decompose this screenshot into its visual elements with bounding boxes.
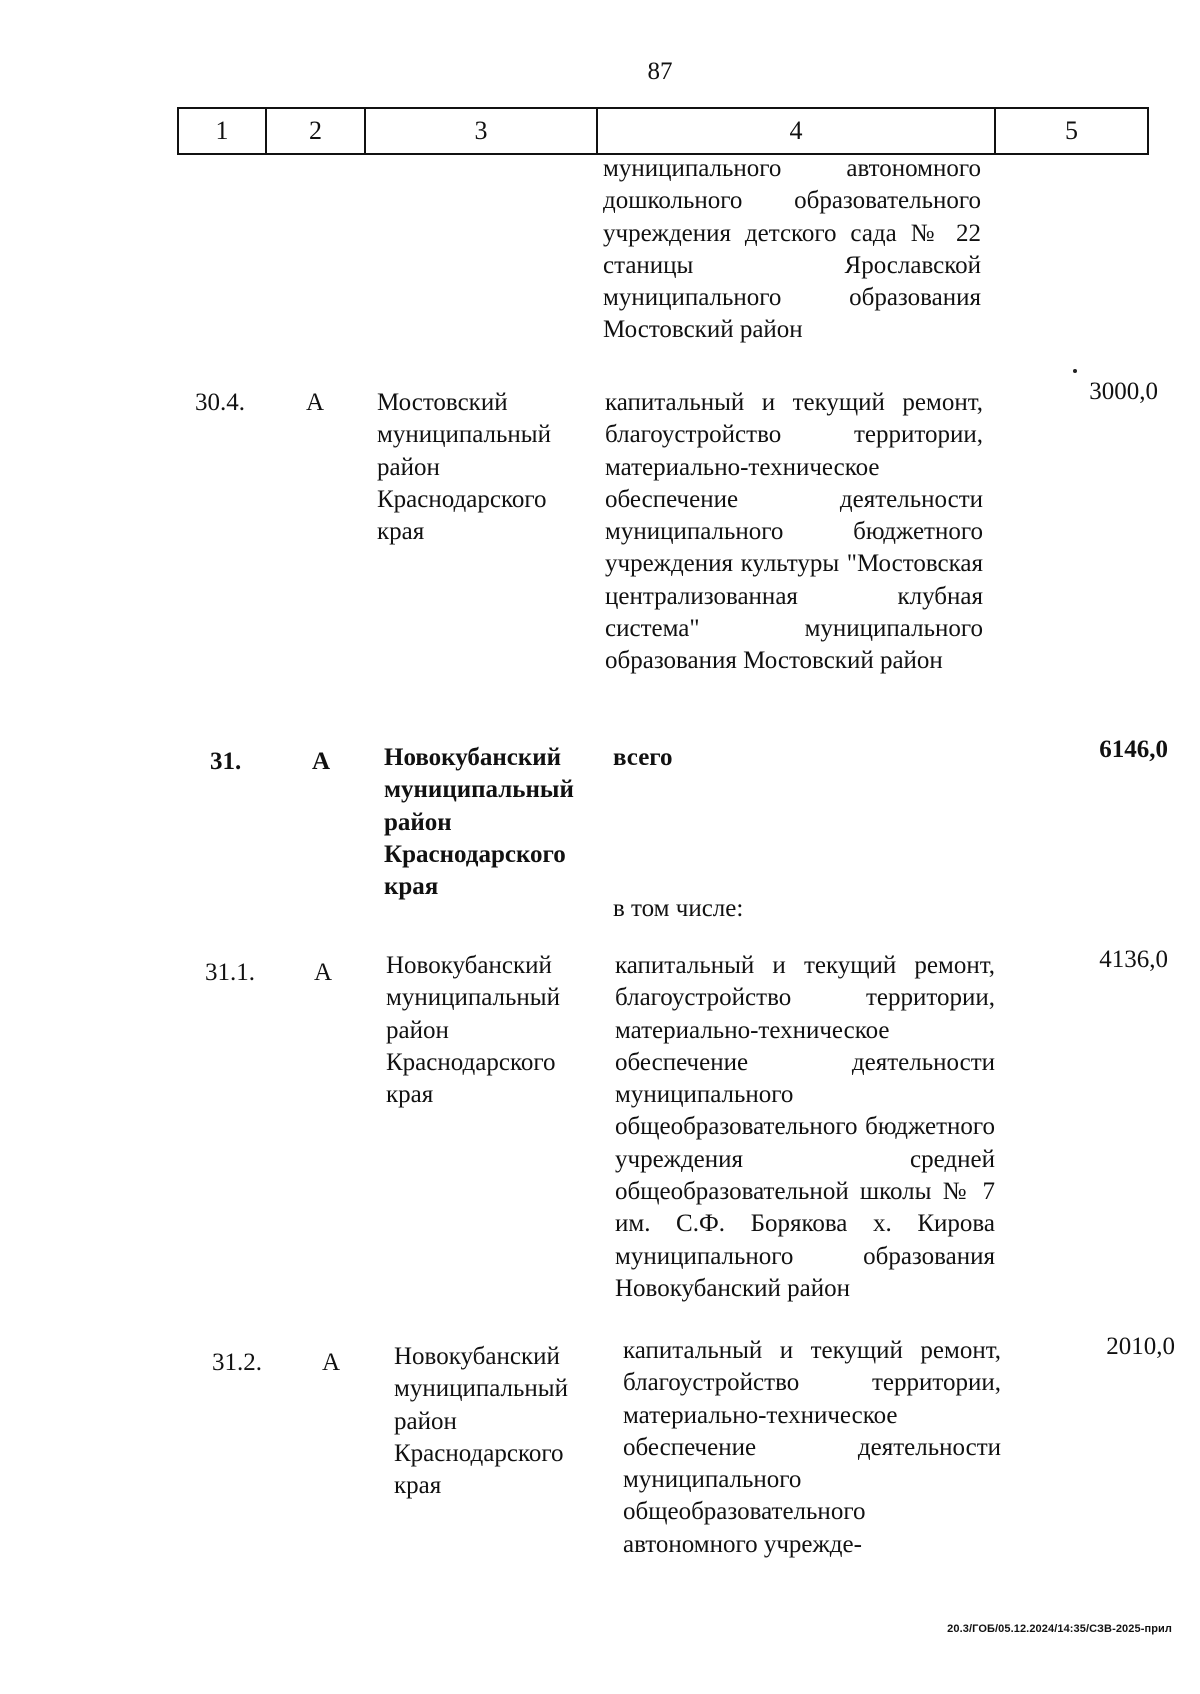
- row-31-1-amount: 4136,0: [1099, 946, 1168, 973]
- row-31-2-group: А: [322, 1349, 341, 1376]
- document-registration-code: 20.3/ГОБ/05.12.2024/14:35/СЗВ-2025-прил: [947, 1623, 1172, 1635]
- column-header-row: [178, 108, 1148, 154]
- row-30-4-number: 30.4.: [195, 389, 245, 416]
- column-header-3: 3: [365, 108, 597, 154]
- row-31-number: 31.: [210, 748, 242, 775]
- row-31-2-municipality: Новокубанский муниципальный район Краснодарского края: [394, 1343, 568, 1500]
- scan-speck: [1073, 369, 1077, 373]
- row-31-1-number: 31.1.: [205, 959, 255, 986]
- row-31-2-number: 31.2.: [212, 1349, 262, 1376]
- row-31-1-municipality: Новокубанский муниципальный район Краснодарского края: [386, 952, 560, 1109]
- row-31-2-amount: 2010,0: [1106, 1333, 1175, 1360]
- column-header-4: 4: [597, 108, 995, 154]
- row-30-4-group: А: [306, 389, 325, 416]
- row-30-4-purpose: капитальный и текущий ремонт, благоустройство территории, материально-техническое обеспечение деятельности муниципального бюджетного учреждения культуры "Мостовская централизованная клубная система" муниципального образования Мостовский район: [605, 389, 983, 675]
- row-30-4-municipality: Мостовский муниципальный район Краснодарского края: [377, 389, 551, 546]
- column-header-5: 5: [995, 108, 1148, 154]
- column-header-2: 2: [266, 108, 365, 154]
- row-31-1-purpose: капитальный и текущий ремонт, благоустройство территории, материально-техническое обеспечение деятельности муниципального общеобразовательного бюджетного учреждения средней общеобразовательной школы № 7 им. С.Ф. Борякова х. Кирова муниципального образования Новокубанский район: [615, 952, 995, 1302]
- row-30-4-amount: 3000,0: [1089, 378, 1158, 405]
- row-31-1-group: А: [314, 959, 333, 986]
- row-31-note: в том числе:: [613, 895, 744, 922]
- continuation-text: муниципального автономного дошкольного образовательного учреждения детского сада № 22 станицы Ярославской муниципального образования Мостовский район: [603, 155, 981, 344]
- row-31-2-purpose: капитальный и текущий ремонт, благоустройство территории, материально-техническое обеспечение деятельности муниципального общеобразовательного автономного учрежде-: [623, 1337, 1001, 1558]
- page-number: 87: [647, 58, 673, 85]
- row-31-purpose: всего: [613, 744, 673, 771]
- row-31-group: А: [312, 748, 331, 775]
- row-31-municipality: Новокубанский муниципальный район Краснодарского края: [384, 744, 574, 901]
- column-header-table: [177, 107, 1149, 155]
- row-31-amount: 6146,0: [1099, 736, 1168, 763]
- column-header-1: 1: [178, 108, 266, 154]
